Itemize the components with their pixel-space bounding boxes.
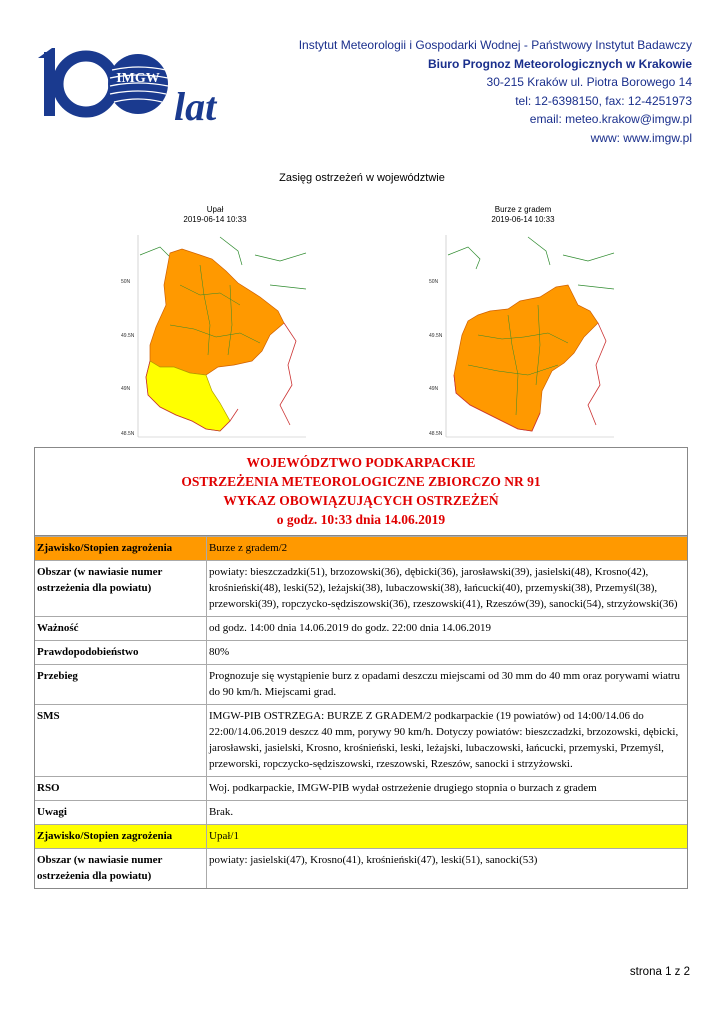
phone-fax: tel: 12-6398150, fax: 12-4251973 [515, 93, 692, 108]
table-row [35, 560, 687, 616]
row-value: Upał/1 [209, 830, 239, 842]
orange-warning-area [150, 249, 284, 375]
page-number: strona 1 z 2 [629, 966, 690, 978]
table-row [35, 616, 687, 640]
warnings-bulletin [34, 447, 688, 889]
institute-header [299, 36, 692, 147]
heat-warning-map [120, 205, 310, 445]
row-value: 80% [209, 646, 230, 658]
row-value: Brak. [209, 806, 234, 818]
bulletin-timestamp: o godz. 10:33 dnia 14.06.2019 [276, 512, 446, 527]
storm-warning-map [428, 205, 618, 445]
bulletin-subtitle: WYKAZ OBOWIĄZUJĄCYCH OSTRZEŻEŃ [223, 493, 499, 508]
lat-label: 50N [121, 279, 131, 285]
row-value: Burze z gradem/2 [209, 542, 288, 554]
email: email: meteo.krakow@imgw.pl [529, 112, 692, 126]
bulletin-number: OSTRZEŻENIA METEOROLOGICZNE ZBIORCZO NR 91 [181, 474, 541, 489]
maps-section-title: Zasięg ostrzeżeń w województwie [279, 172, 445, 184]
row-value: Prognozuje się wystąpienie burz z opadami deszczu miejscami od 30 mm do 40 mm oraz porywami wiatru do 90 km/h. Miejscami grad. [209, 670, 681, 698]
row-label: SMS [35, 705, 207, 776]
lat-label: 48.5N [429, 431, 443, 437]
row-value: powiaty: bieszczadzki(51), brzozowski(36), dębicki(36), jarosławski(39), jasielski(48), Krosno(42), krośnieński(48), leski(52), leżajski(38), lubaczowski(38), łańcucki(40), przemyski(38), Przemyśl(38), przeworski(39), ropczycko-sędziszowski(36), rzeszowski(41), Rzeszów(39), sanocki(54), strzyżowski(36) [209, 566, 678, 610]
map-date: 2019-06-14 10:33 [183, 215, 247, 224]
row-label: Przebieg [35, 665, 207, 704]
lat-label: 49.5N [429, 333, 443, 339]
row-label: Ważność [35, 617, 207, 640]
lat-label: 49N [429, 386, 439, 392]
row-label: Obszar (w nawiasie numer ostrzeżenia dla powiatu) [35, 849, 207, 888]
map-date: 2019-06-14 10:33 [491, 215, 555, 224]
table-row [35, 776, 687, 800]
map-title: Burze z gradem [494, 205, 552, 214]
website: www: www.imgw.pl [590, 130, 692, 145]
table-row [35, 800, 687, 824]
table-row [35, 824, 687, 848]
row-label: Uwagi [35, 801, 207, 824]
voivodeship-title: WOJEWÓDZTWO PODKARPACKIE [246, 455, 476, 470]
heat-map-graphic [120, 225, 310, 443]
imgw-100-logo [38, 40, 228, 124]
lat-label: 48.5N [121, 431, 135, 437]
storm-map-graphic [428, 225, 618, 443]
lat-label: 49N [121, 386, 131, 392]
institute-name: Instytut Meteorologii i Gospodarki Wodnej - Państwowy Instytut Badawczy [298, 38, 692, 52]
row-label: Obszar (w nawiasie numer ostrzeżenia dla powiatu) [35, 561, 207, 616]
map-title: Upał [206, 205, 224, 214]
office-name: Biuro Prognoz Meteorologicznych w Krakowie [427, 56, 692, 71]
table-row [35, 704, 687, 776]
lat-label: 50N [429, 279, 439, 285]
logo-brand-text: IMGW [116, 71, 160, 86]
table-row [35, 848, 687, 888]
table-row [35, 536, 687, 560]
table-row [35, 640, 687, 664]
row-label: Zjawisko/Stopien zagrożenia [35, 537, 207, 560]
table-row [35, 664, 687, 704]
row-value: od godz. 14:00 dnia 14.06.2019 do godz. 22:00 dnia 14.06.2019 [209, 622, 492, 634]
lat-label: 49.5N [121, 333, 135, 339]
bulletin-heading [35, 448, 687, 536]
orange-warning-area [454, 285, 598, 431]
row-value: IMGW-PIB OSTRZEGA: BURZE Z GRADEM/2 podkarpackie (19 powiatów) od 14:00/14.06 do 22:00/14.06.2019 deszcz 40 mm, porywy 90 km/h. Dotyczy powiatów: bieszczadzki, brzozowski, dębicki, jarosławski, jasielski, Krosno, krośnieński, leski, leżajski, lubaczowski, łańcucki, przemyski, Przemyśl, przeworski, ropczycko-sędziszowski, rzeszowski, Rzeszów, sanocki i strzyżowski. [209, 710, 679, 770]
logo-suffix-text: lat [174, 84, 217, 124]
address: 30-215 Kraków ul. Piotra Borowego 14 [486, 75, 692, 89]
row-label: Prawdopodobieństwo [35, 641, 207, 664]
row-label: RSO [35, 777, 207, 800]
row-value: powiaty: jasielski(47), Krosno(41), krośnieński(47), leski(51), sanocki(53) [209, 854, 538, 866]
row-value: Woj. podkarpackie, IMGW-PIB wydał ostrzeżenie drugiego stopnia o burzach z gradem [209, 782, 597, 794]
row-label: Zjawisko/Stopien zagrożenia [35, 825, 207, 848]
